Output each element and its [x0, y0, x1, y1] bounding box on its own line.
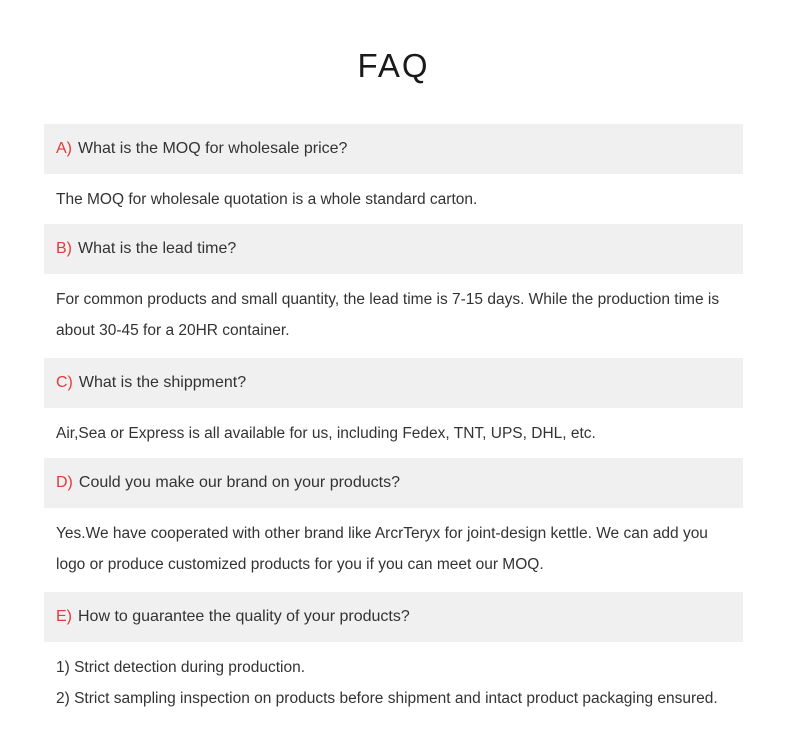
faq-answer-e	[44, 642, 743, 726]
faq-question-a	[44, 124, 743, 174]
faq-question-text: How to guarantee the quality of your products?	[78, 608, 410, 625]
faq-answer-a	[44, 174, 743, 224]
faq-question-letter: C)	[56, 374, 73, 391]
faq-list	[44, 124, 743, 726]
faq-question-letter: E)	[56, 608, 72, 625]
faq-question-letter: A)	[56, 140, 72, 157]
faq-question-letter: B)	[56, 240, 72, 257]
faq-answer-line: Yes.We have cooperated with other brand like ArcrTeryx for joint-design kettle. We can add you logo or produce customized products for you if you can meet our MOQ.	[56, 525, 708, 573]
faq-answer-c	[44, 408, 743, 458]
faq-answer-line: The MOQ for wholesale quotation is a whole standard carton.	[56, 191, 478, 208]
faq-question-text: What is the MOQ for wholesale price?	[78, 140, 348, 157]
faq-answer-b	[44, 274, 743, 358]
faq-question-text: What is the lead time?	[78, 240, 237, 257]
faq-answer-line: For common products and small quantity, the lead time is 7-15 days. While the production time is about 30-45 for a 20HR container.	[56, 291, 720, 339]
faq-question-text: Could you make our brand on your products?	[78, 474, 400, 491]
faq-question-text: What is the shippment?	[78, 374, 247, 391]
faq-answer-d	[44, 508, 743, 592]
faq-answer-line: Air,Sea or Express is all available for us, including Fedex, TNT, UPS, DHL, etc.	[56, 425, 596, 442]
faq-answer-line: 2) Strict sampling inspection on products before shipment and intact product packaging ensured.	[56, 690, 718, 707]
faq-question-d	[44, 458, 743, 508]
faq-question-c	[44, 358, 743, 408]
faq-answer-line: 1) Strict detection during production.	[56, 659, 305, 676]
faq-question-letter: D)	[56, 474, 73, 491]
faq-question-e	[44, 592, 743, 642]
faq-question-b	[44, 224, 743, 274]
page-title: FAQ	[357, 47, 430, 84]
